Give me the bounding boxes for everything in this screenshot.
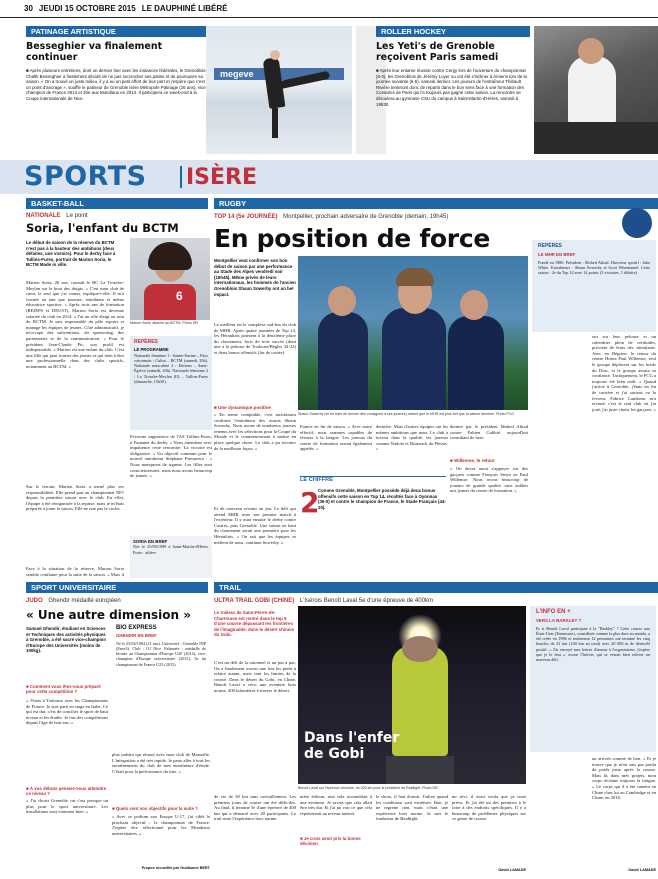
basket-reperes: [130, 336, 212, 430]
rugby-kicker: TOP 14 (5e JOURNÉE): [214, 214, 278, 220]
rugby-lead: Montpellier veut confirmer son bon début de saison par une performance au Stade des Alpes vendredi soir (19h45). Même privés de leurs internationaux, les hommes de l'ancien Grenoblois Shaun Sowerby ont un bel impact.: [214, 258, 296, 297]
trail-photo-caption: Benoît Laval sur l'épreuve chinoise, du 400 km pour le président de Raidlight. Photo DR: [298, 786, 438, 790]
rugby-col1b: « En terme comptable, c'est satisfaisant confirme l'entraîneur des avants Shaun Sowerby. Nous avons de nombreux joueurs retenus avec les sélections pour la Coupe du Monde et le commencement à mettre en place quelque chose. Le club a pu recruter de la meilleure façon. »: [214, 412, 296, 451]
header-date: JEUDI 15 OCTOBRE 2015: [38, 3, 136, 13]
univ-title: « Une autre dimension »: [26, 608, 192, 622]
trail-col3-sub: ■ Je crois avoir pris la bonne décision: [300, 836, 361, 847]
univ-q3: ■ Quels sont vos objectifs pour la suite ?: [112, 806, 198, 811]
patinage-photo: [206, 26, 352, 154]
univ-q2: ■ À vos débuts pensiez-vous atteindre ce niveau ?: [26, 786, 107, 797]
soria-body: Née le 25/09/1989 à Saint-Martin-d'Hères. Poste : ailière.: [133, 544, 209, 555]
rugby-reperes: [532, 240, 656, 332]
banner-sports: SPORTS: [24, 161, 147, 192]
rugby-rep-body: Fondé en 1986. Président : Mohed Altrad. Directeur sportif : Jake White. Entraîneurs : Shaun Sowerby et Scott Wisemantel. Cette saison : 2e du Top 14 avec 14 points (3 victoires, 1 défaite).: [538, 259, 650, 276]
trail-col2: de vie de 30 km sans ravitaillement. Les premiers jours de course ont été difficiles. Au final, il termine 5e d'une épreuve de 400 km qui a démarré avec 40 participants. Le trail reste l'expérience hors norme.: [214, 794, 296, 822]
trail-col4: le choix, il faut dormir. J'adore quand les conditions sont extrêmes. Bon, je ne regrette rien, mais c'était une expérience hors norme. Je suis le fondateur de Raidlight.: [376, 794, 448, 822]
rugby-col5b: « On devra aussi s'appuyer sur des garçons comme François Steyn ou Paul Willemse. Nous avons beaucoup de joueurs de grande qualité, sans oublier nos jeunes du centre de formation. »: [450, 466, 528, 494]
rugby-photo: [298, 256, 528, 410]
basket-kicker2: Le point: [66, 213, 88, 219]
info-sub: VERS LA BARKLEY ?: [536, 618, 582, 624]
univ-lead: Samuel Ghendir, étudiant en Sciences et Techniques des activités physiques à Grenoble, a été sacré vice-champion d'Europe des Universités (moins de 100kg).: [26, 626, 107, 654]
soria-title: SORIA EN BREF: [133, 539, 168, 544]
section-rugby: RUGBY: [214, 198, 658, 209]
trail-photo-title: Dans l'enfer de Gobi: [304, 730, 400, 762]
univ-kicker2: Ghendir médaillé européen: [48, 598, 121, 604]
basket-photo: 6: [130, 238, 210, 320]
rugby-title: En position de force: [214, 224, 491, 253]
rugby-reperes-col: ont sur leur pelouse et un calendrier plein de certitudes, provient de leurs des stimulants. Avec en Bégrine, le retour du centre Hosea Paul Willemse, seul le groupe déplorera sur les bords du Drac, et le groupe assura sa confiance. Tactiquement, le FCG a toujours été bien rodé. « Quand j'arrive à Grenoble, j'étais en fin de carrière et j'ai surtout vu la ferveur. Fabrice Landreau m'a recruté, c'est le seul club où j'ai joué, j'ai juste choisi les garçons. »: [592, 334, 656, 412]
rugby-col4: dernière. Mais d'autres équipes ont les mêmes ambitions que nous. Le club a investi dans la qualité, les joueurs comme Nadolo et Bismarck du Plessis. »: [376, 424, 448, 452]
info-body: Et si Benoît Laval participait à la "Barkley" ? Cette course aux États-Unis (Tennessee), considérée comme la plus dure au monde, a été créée en 1986 et seulement 12 personnes ont terminé les cinq boucles de 32 km (160 km au total) avec 20 000 m de dénivelé positif. « J'ai envoyé mes lettres d'amour à l'organisateur, j'espère que je le fera », avoue l'Isérois, qui se verrait bien relever un nouveau défi.: [536, 625, 651, 663]
section-patinage: PATINAGE ARTISTIQUE: [26, 26, 210, 37]
basket-right-col: Fervente supportrice de l'AS Tullins-Fures, à Fontaine du derby. « Nous attendons avec impatience cette rencontre. La victoire est obligatoire. » Un objectif commun pour le nouvel entraîneur Stéphane Primavera : « Nous manquons de rigueur. Les filles sont consciencieuses, mais nous avons beaucoup de jeunes. »: [130, 434, 212, 479]
section-trail: TRAIL: [214, 582, 658, 593]
roller-body: ■ Après leur entame réussie contre Cergy lors de l'ouverture du championnat (8-3), les Grenoblois de Jérémy Loyer ou ont été s'incliner à Amiens lors de la journée suivante (6-5), samedi dernier. Les joueurs de l'entraîneur Thibault Rivière tenteront donc de repartir dans le bon sens face à une formation des Corsaires de Paris qui l'a toujours pas gagné cette saison. La rencontre se déroulera au gymnase CSU du campus à Saint-Martin-d'Hères, samedi à 19h30.: [376, 68, 527, 107]
trail-col1: C'est un défi de la rationnel et un pas à pas. On a finalement ouvert une fois les pieds à refaire autant, mais sont les limites de la course. Dans le désert du Gobi, en Chine, Benoît Laval a vécu une aventure hors norme. 400 kilomètres à travers le désert.: [214, 660, 296, 693]
rugby-photo-caption: Shaun Sowerby (ici en train de donner des consignes à ses joueurs) estime que le MHR est plus fort que la saison dernière. Photo FCG: [298, 412, 515, 416]
chiffre-title: LE CHIFFRE: [300, 477, 333, 483]
page-header: [0, 0, 658, 18]
page-number: 30: [24, 3, 33, 13]
trail-col5: nu sévi, il avait voulu que ça reste prévu. Et j'ai été un des premiers à le faire à des endroits spécifiques. Il y a beaucoup de problèmes physiques sur ce genre de course.: [452, 794, 526, 822]
univ-col2: plus judoka qui réussit avec mon club de Marseille. L'intégration a été très rapide. Je peux aller à tous les entraînements du club de mes entraîneurs d'étude. C'était pour la performance du titre. »: [112, 752, 210, 774]
basket-kicker: NATIONALE: [26, 213, 61, 219]
univ-a1: « J'étais à Toulouse avec les Championnats de France. Je suis parti en stage en Italie. Ce qui est dur, c'est de concilier le sport de haut niveau et les études. Je fais des compétitions depuis l'âge de huit ans. »: [26, 698, 108, 726]
univ-q1: ■ Comment vous êtes-vous préparé pour cette compétition ?: [26, 684, 101, 695]
univ-signature: Propos recueillis par Guillaume BERT: [141, 866, 210, 870]
patinage-title: Besseghier va finalement continuer: [26, 41, 163, 63]
univ-kicker: JUDO: [26, 598, 43, 604]
info-col2: un arrivés comme de bon. « Et je trouve que je m'en suis pas perdu de poids juste après la course. Mais là, dans mes projets, mon corps réclame toujours la fatigue. » Ce corps qui il a été caméra en Chine chez lui au Cambodge et en Chine, en 2016.: [592, 756, 656, 801]
banner-region: ISÈRE: [186, 165, 258, 190]
roller-photo: [534, 26, 658, 154]
section-roller: ROLLER HOCKEY: [376, 26, 530, 37]
basket-photo-caption: Marion Soria, attaché au BCTM. Photo DR: [130, 321, 198, 325]
univ-bio: [112, 624, 210, 750]
rugby-col1: Le meilleur est le complexe sud-bas du club de MHR. Après quatre journées de Top 14, les Héraultais pointent à la deuxième place du classement, forts de trois succès (dont une à la pelouse de Toulouse/Bègles 34-23) et deux bonus offensifs (fin de courte).: [214, 322, 296, 355]
univ-a2: « J'ai choisi Grenoble car c'est presque un plus pour le sport universitaire. Les installations sont vraiment bien. »: [26, 798, 108, 815]
basket-title: Soria, l'enfant du BCTM: [26, 221, 179, 235]
basket-rep-body: Nationale féminine 1 : Sainte-Savine – Pays voironnais ; Cultur – BCTM (samedi, 20h). Nationale masculine 2 : Decines – Saint-Égrève (samedi, 20h). Nationale féminine 2 : La Tronche-Meylan (II) – Tullins-Fures (dimanche, 15h30).: [134, 352, 208, 384]
rugby-rep-sub: LE MHR EN BREF: [538, 252, 576, 258]
bio-title: BIO EXPRESS: [116, 625, 157, 631]
rugby-col5-sub: ■ Willemse, le retour: [450, 458, 495, 463]
montpellier-logo: [622, 208, 652, 238]
rugby-col1-sub: ■ Une dynamique positive: [214, 405, 271, 410]
bio-body: Né le 25/02/1994 (21 ans). Université : Grenoble INP (Ense3). Club : OJ Nice. Palmarès : médaille de bronze au Championnat d'Europe U20 (2014), vice-champion d'Europe universitaire (2015), 3e du championnat de France U23 (2015).: [116, 640, 206, 667]
section-sport-univ: SPORT UNIVERSITAIRE: [26, 582, 208, 593]
section-basket: BASKET-BALL: [26, 198, 208, 209]
rugby-col2: Et de nouveau revenir au jeu. Le défi qui attend MHR reste son premier match à l'extérieur. Il y aura ensuite le derby contre Castres, puis Grenoble. Une saison en haut du classement serait une première pour les Héraultais. « On sait que les équipes se méfient de nous, continue Sowerby. »: [214, 506, 296, 545]
header-paper: LE DAUPHINÉ LIBÉRÉ: [141, 3, 228, 13]
basket-rep-sub: LE PROGRAMME: [134, 347, 169, 353]
rugby-kicker2: Montpellier, prochain adversaire de Grenoble (demain, 19h45): [283, 214, 449, 220]
info-box: [530, 606, 656, 752]
trail-kicker: ULTRA TRAIL GOBI (CHINE): [214, 598, 295, 604]
chiffre-text: Comme Grenoble, Montpellier possède déjà deux bonus offensifs cette saison en Top 14, récoltés face à Oyonnax (35-0) et contre le champion de France, le Stade Français (44-20).: [318, 488, 446, 510]
trail-col3: nière édition, tout cela ressemblait à une aventure. Je savais que cela allait être très dur. Et j'ai pu voir ce que cela représentait au niveau mental.: [300, 794, 372, 816]
info-title: L'INFO EN +: [536, 609, 571, 615]
rugby-col3: France en fin de saison. « Avec notre effectif, nous sommes capables de résister à la fatigue. Les joueurs du centre de formation seront également appelés. »: [300, 424, 372, 452]
basket-rep-title: REPÈRES: [134, 339, 158, 345]
trail-signature: David LAMADE: [498, 868, 526, 872]
rugby-col5: dernier par le président Mohed Altrad contre Fabien Galthié, aujourd'hui consultant de luxe.: [450, 424, 528, 441]
chiffre-number: 2: [300, 486, 320, 519]
basket-lead: Le début de saison de la réserve du BCTM n'est pas à la hauteur des ambitions (deux défaites, une victoire). Pour le derby face à Tullins-Fures, portrait de Marion Soria, le BCTM Made in ville.: [26, 240, 116, 268]
basket-body3: Face à la situation de la réserve, Marion Soria semble confiante pour la suite de la saison. « Mais il: [26, 566, 124, 577]
rugby-rep-title: REPÈRES: [538, 243, 562, 249]
univ-a3: « Avec ce podium aux Europe U-17, j'ai ciblé le prochain objectif : le championnat de France. J'espère être sélectionné pour les Mondiaux universitaires. »: [112, 814, 210, 836]
info-signature: David LAMADE: [628, 868, 656, 872]
soria-en-bref: [130, 536, 212, 578]
roller-title: Les Yeti's de Grenoble reçoivent Paris samedi: [376, 41, 499, 63]
photo-banner-text: megeve: [220, 69, 254, 79]
trail-lead: Le traileur de Saint-Pierre-de-Chartreuse est rentré dans le top 5 d'une course dépassant les frontières de l'imaginable, dans le désert chinois du Gobi.: [214, 610, 295, 638]
trail-kicker2: L'Isérois Benoît Laval 5e d'une épreuve de 400km: [299, 598, 433, 604]
basket-body1: Marion Soria, 26 ans, connaît le BC La Tronche-Meylan sur le bout des doigts. « C'est mon club de cœur, le seul que j'ai connu, explique-t-elle. Il m'a formée en tant que joueuse, entraîneur et même éducatrice sportive. » Après trois ans de formation (BEJEPS et DEUST), Marion Soria est devenue salariée du club en 2014. « J'ai un rôle élargi au sein du BCTM. Je suis responsable du pôle espoirs et manage les équipes de jeunes. Côté administratif, je m'occupe des subventions, du sponsoring, des partenariats et de la communication. » Pour le président Jean-Claude Pic, son profil est indispensable. « Marion est une enfant du club. C'est une fille qui peut former des jeunes et qui tient à être une professionnelle dans des clubs sportifs, notamment au BCTM. »: [26, 280, 124, 369]
patinage-body: ■ Après plusieurs entretiens, dont un dernier hier avec les instances fédérales, le Grenoblois Chafik Besseghier a finalement décidé de ne pas raccrocher ses patins et de poursuivre sa saison. « On a trouvé un juste milieu, il y a eu un petit effort de leur part et j'espère que c'est un point d'ancrage », souffle le patineur de Grenoble isère Métropole Patinage (26 ans), vice champion de France 2013 et 20e aux Mondiaux en 2014. Il participera ce week-end à la Coupe internationale de Nice.: [26, 68, 206, 101]
bio-sub: GHENDIR EN BREF: [116, 633, 157, 639]
trail-photo: [298, 606, 526, 784]
basket-body2: Sur le terrain, Marion Soria a mené plus ses responsabilités. Elle prend part au championnat NF1 depuis la première saison avec le club. En effet, l'équipe a été réorganisée à la reprise, mais je m'étais préparée à jouer la saison. Elle ne rate pas le coche.: [26, 484, 124, 512]
